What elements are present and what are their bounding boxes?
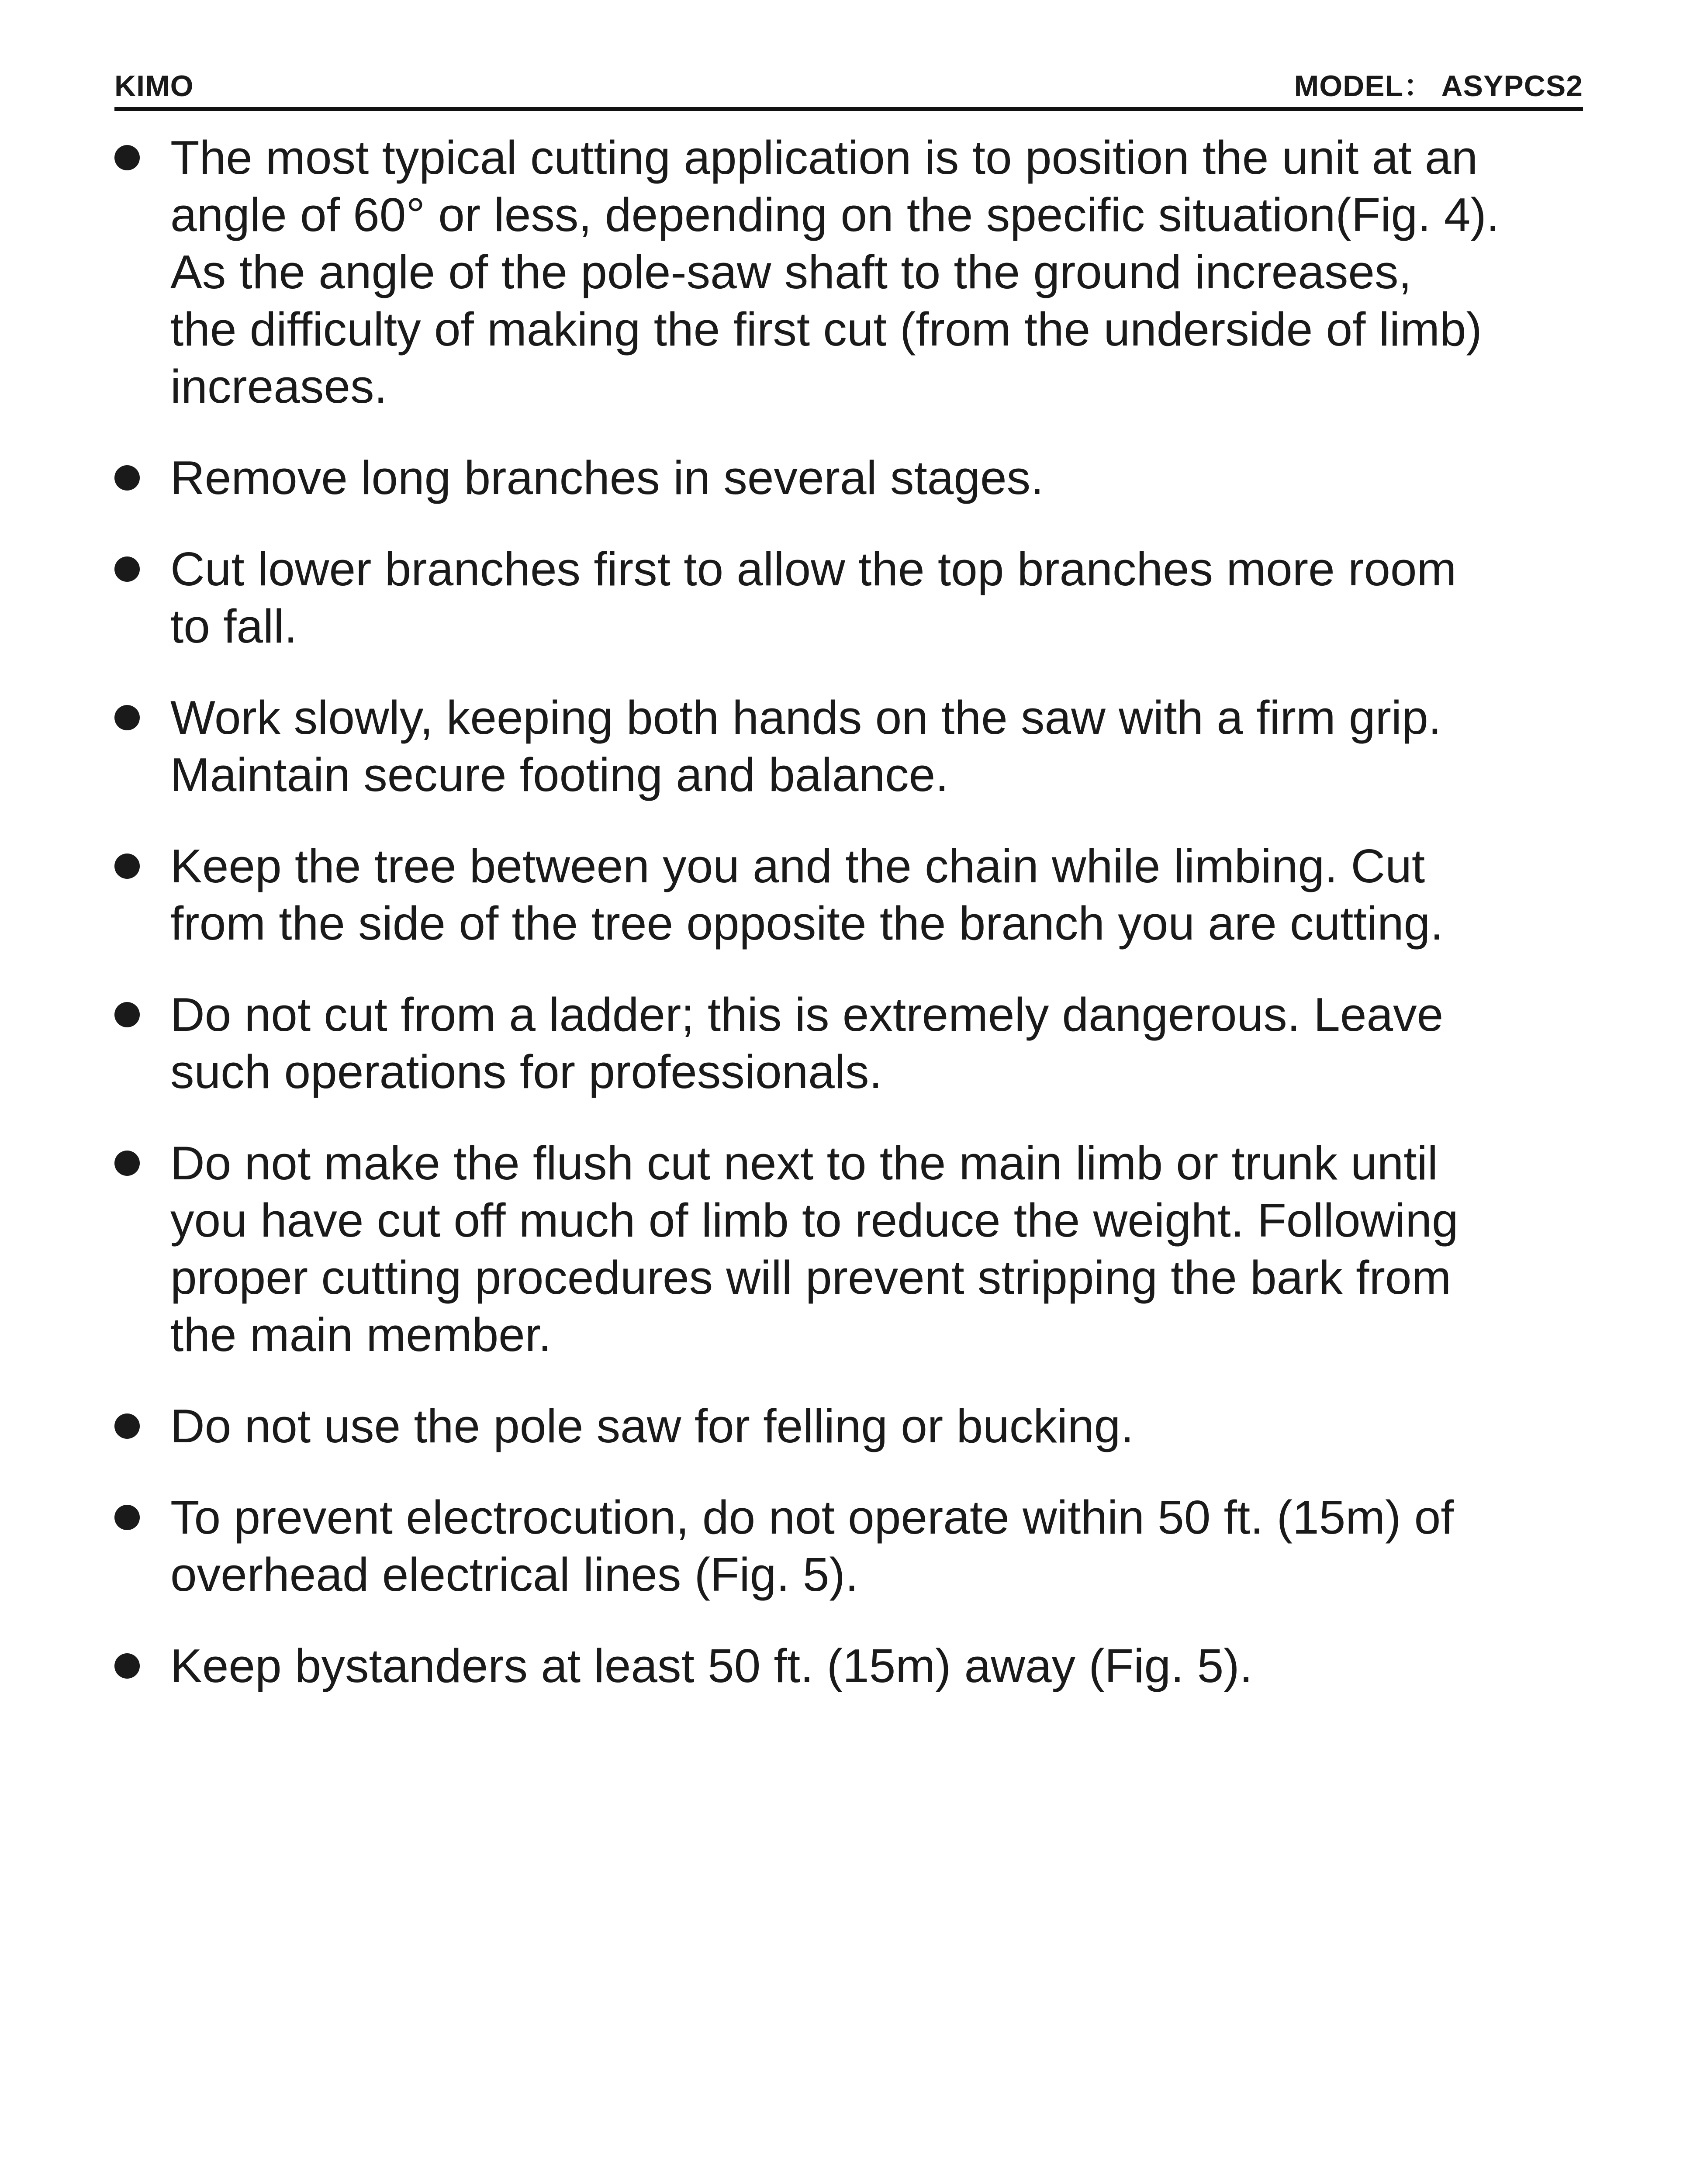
bullet-icon <box>114 556 140 582</box>
bullet-icon <box>114 705 140 730</box>
bullet-icon <box>114 145 140 170</box>
bullet-icon <box>114 854 140 879</box>
bullet-icon <box>114 1002 140 1027</box>
bullet-icon <box>114 1151 140 1176</box>
list-item-text: Work slowly, keeping both hands on the saw with a firm grip. Maintain secure footing and balance. <box>170 691 1442 802</box>
instruction-list <box>114 129 1600 1729</box>
list-item <box>114 1398 1600 1455</box>
list-item <box>114 1489 1600 1603</box>
list-item <box>114 838 1600 952</box>
list-item-text: Do not make the flush cut next to the main limb or trunk until you have cut off much of limb to reduce the weight. Following proper cutting procedures will prevent stripping the bark from the main member. <box>170 1137 1459 1362</box>
bullet-icon <box>114 1413 140 1439</box>
brand-label: KIMO <box>114 69 194 103</box>
list-item <box>114 986 1600 1101</box>
list-item <box>114 541 1600 655</box>
list-item <box>114 1638 1600 1695</box>
list-item-text: Keep bystanders at least 50 ft. (15m) away (Fig. 5). <box>170 1639 1253 1693</box>
list-item-text: The most typical cutting application is to position the unit at an angle of 60° or less, depending on the specific situation(Fig. 4). As the angle of the pole-saw shaft to the ground increases, the difficulty of making the first cut (from the underside of limb) increases. <box>170 131 1500 413</box>
model-label: MODEL： ASYPCS2 <box>1294 69 1583 103</box>
list-item <box>114 689 1600 804</box>
list-item <box>114 449 1600 507</box>
list-item-text: To prevent electrocution, do not operate within 50 ft. (15m) of overhead electrical lines (Fig. 5). <box>170 1491 1454 1601</box>
list-item-text: Do not use the pole saw for felling or bucking. <box>170 1400 1134 1453</box>
list-item-text: Remove long branches in several stages. <box>170 451 1044 505</box>
list-item-text: Keep the tree between you and the chain while limbing. Cut from the side of the tree opposite the branch you are cutting. <box>170 840 1444 950</box>
list-item-text: Do not cut from a ladder; this is extremely dangerous. Leave such operations for professionals. <box>170 988 1444 1099</box>
bullet-icon <box>114 1505 140 1530</box>
list-item-text: Cut lower branches first to allow the top branches more room to fall. <box>170 543 1457 653</box>
page-header <box>114 66 1583 111</box>
bullet-icon <box>114 465 140 491</box>
bullet-icon <box>114 1653 140 1679</box>
list-item <box>114 129 1600 415</box>
list-item <box>114 1135 1600 1364</box>
